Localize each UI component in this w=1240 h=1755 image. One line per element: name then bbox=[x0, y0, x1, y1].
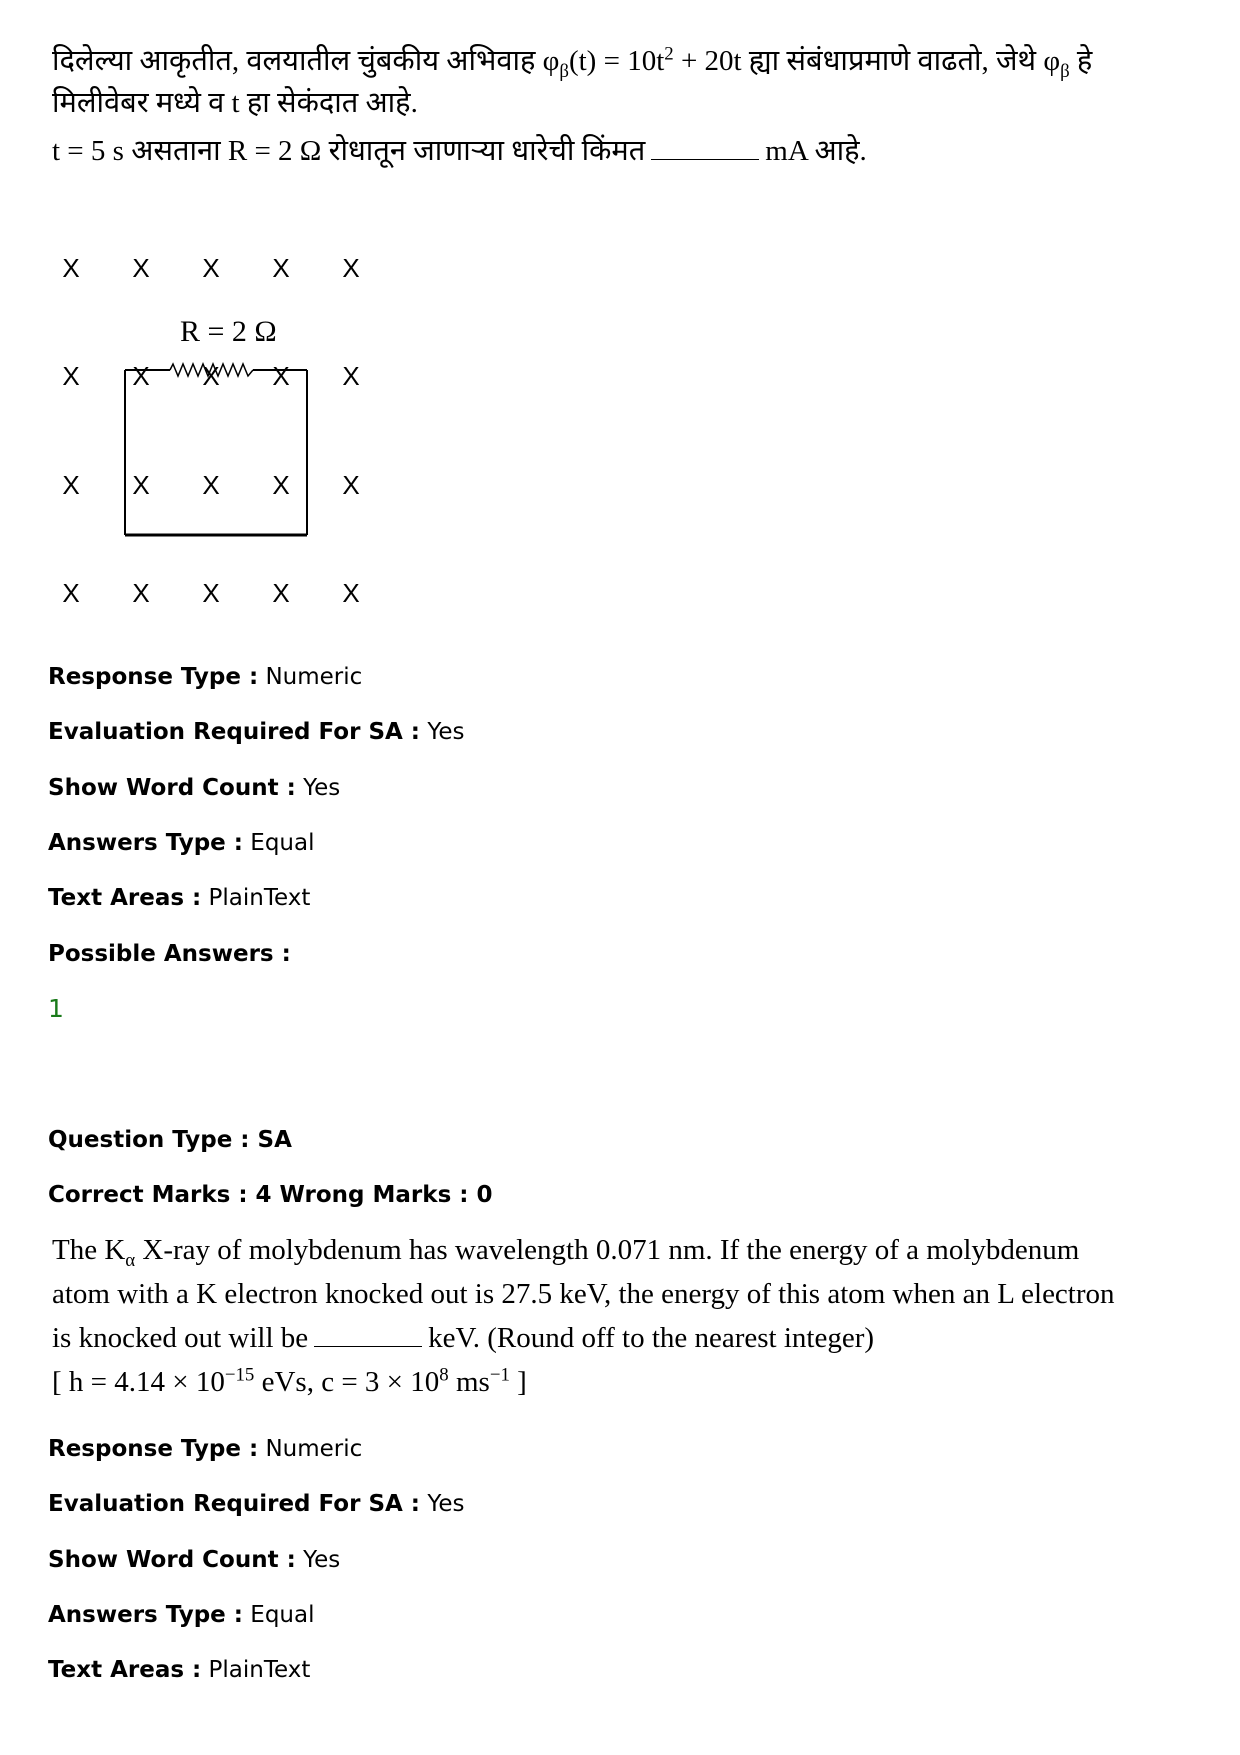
field-cross: X bbox=[342, 578, 360, 608]
resistor-label: R = 2 Ω bbox=[180, 315, 277, 348]
field-cross: X bbox=[272, 253, 290, 283]
field-cross: X bbox=[62, 253, 80, 283]
q1-text-part: (t) = 10t bbox=[568, 45, 665, 77]
answer-blank bbox=[651, 139, 759, 160]
meta-value: Numeric bbox=[258, 664, 363, 690]
field-cross: X bbox=[62, 578, 80, 608]
field-cross: X bbox=[202, 470, 220, 500]
marks-text: Correct Marks : 4 Wrong Marks : 0 bbox=[48, 1182, 493, 1208]
q1-text-part: दिलेल्या आकृतीत, वलयातील चुंबकीय अभिवाह φ bbox=[52, 45, 560, 77]
q2-subscript: α bbox=[125, 1249, 136, 1271]
question-type-row bbox=[48, 1125, 292, 1155]
response-type-row bbox=[48, 1434, 362, 1464]
field-cross: X bbox=[272, 578, 290, 608]
magnetic-field-figure bbox=[45, 253, 385, 650]
meta-value: Yes bbox=[420, 719, 465, 745]
question-2-line-1 bbox=[52, 1228, 1080, 1272]
q1-text-part: हे bbox=[1069, 45, 1093, 77]
answers-type-row bbox=[48, 828, 315, 858]
field-cross: X bbox=[132, 361, 150, 391]
field-cross: X bbox=[272, 470, 290, 500]
field-cross: X bbox=[202, 578, 220, 608]
q2-text-part: ] bbox=[509, 1366, 527, 1398]
meta-value: Yes bbox=[295, 1547, 341, 1573]
meta-value: Yes bbox=[295, 775, 341, 801]
q2-text-part: The K bbox=[52, 1234, 126, 1266]
q2-text-part: is knocked out will be bbox=[52, 1322, 309, 1354]
meta-label: Evaluation Required For SA : bbox=[48, 719, 421, 745]
meta-label: Answers Type : bbox=[48, 1602, 243, 1628]
q2-text-part: eVs, c = 3 × 10 bbox=[254, 1366, 440, 1398]
question-1-line-2: मिलीवेबर मध्ये व t हा सेकंदात आहे. bbox=[52, 87, 418, 119]
meta-label: Show Word Count : bbox=[48, 775, 296, 801]
question-1-text bbox=[52, 40, 1093, 172]
q1-text-part: t = 5 s असताना R = 2 Ω रोधातून जाणाऱ्या धारेची किंमत bbox=[52, 135, 646, 167]
field-cross: X bbox=[62, 470, 80, 500]
meta-label: Evaluation Required For SA : bbox=[48, 1491, 421, 1517]
answers-type-row bbox=[48, 1600, 315, 1630]
q2-superscript: −1 bbox=[489, 1364, 510, 1386]
q2-text-part: ms bbox=[448, 1366, 490, 1398]
question-2-line-2: atom with a K electron knocked out is 27.5 keV, the energy of this atom when an L electron bbox=[52, 1278, 1115, 1310]
meta-label: Text Areas : bbox=[48, 885, 202, 911]
field-cross: X bbox=[62, 361, 80, 391]
meta-label: Possible Answers : bbox=[48, 941, 291, 967]
marks-row bbox=[48, 1180, 492, 1210]
q1-subscript: β bbox=[559, 60, 569, 82]
field-cross: X bbox=[272, 361, 290, 391]
q1-subscript: β bbox=[1060, 60, 1070, 82]
answer-blank bbox=[314, 1326, 422, 1347]
meta-label: Response Type : bbox=[48, 1436, 259, 1462]
question-2-line-4 bbox=[52, 1360, 952, 1404]
question-2-text bbox=[52, 1228, 1115, 1404]
field-cross: X bbox=[132, 470, 150, 500]
show-word-count-row bbox=[48, 1545, 340, 1575]
field-cross: X bbox=[202, 361, 220, 391]
q2-text-part: [ h = 4.14 × 10 bbox=[52, 1366, 225, 1398]
q2-text-part: keV. (Round off to the nearest integer) bbox=[428, 1322, 875, 1354]
q1-text-part: mA आहे. bbox=[765, 135, 867, 167]
possible-answer-value: 1 bbox=[48, 994, 64, 1023]
field-cross: X bbox=[342, 253, 360, 283]
field-cross: X bbox=[132, 253, 150, 283]
text-areas-row bbox=[48, 1655, 310, 1685]
meta-value: Equal bbox=[242, 830, 315, 856]
q1-text-part: + 20t ह्या संबंधाप्रमाणे वाढतो, जेथे φ bbox=[673, 45, 1061, 77]
question-2-line-3 bbox=[52, 1316, 952, 1360]
response-type-row bbox=[48, 662, 362, 692]
meta-value: PlainText bbox=[201, 1657, 311, 1683]
text-areas-row bbox=[48, 883, 310, 913]
q2-superscript: 8 bbox=[439, 1364, 449, 1386]
q1-superscript: 2 bbox=[664, 43, 674, 65]
meta-label: Show Word Count : bbox=[48, 1547, 296, 1573]
q2-superscript: −15 bbox=[224, 1364, 255, 1386]
question-type: Question Type : SA bbox=[48, 1127, 292, 1153]
question-1-line-3 bbox=[52, 130, 952, 172]
meta-label: Text Areas : bbox=[48, 1657, 202, 1683]
evaluation-required-row bbox=[48, 1489, 464, 1519]
field-cross: X bbox=[202, 253, 220, 283]
meta-value: Equal bbox=[242, 1602, 315, 1628]
show-word-count-row bbox=[48, 773, 340, 803]
field-cross: X bbox=[342, 361, 360, 391]
meta-label: Answers Type : bbox=[48, 830, 243, 856]
question-1-line-1 bbox=[52, 40, 1093, 82]
field-cross: X bbox=[132, 578, 150, 608]
field-cross: X bbox=[342, 470, 360, 500]
meta-value: Numeric bbox=[258, 1436, 363, 1462]
q2-text-part: X-ray of molybdenum has wavelength 0.071 nm. If the energy of a molybdenum bbox=[135, 1234, 1080, 1266]
meta-label: Response Type : bbox=[48, 664, 259, 690]
meta-value: PlainText bbox=[201, 885, 311, 911]
possible-answers-row bbox=[48, 939, 291, 969]
meta-value: Yes bbox=[420, 1491, 465, 1517]
evaluation-required-row bbox=[48, 717, 464, 747]
